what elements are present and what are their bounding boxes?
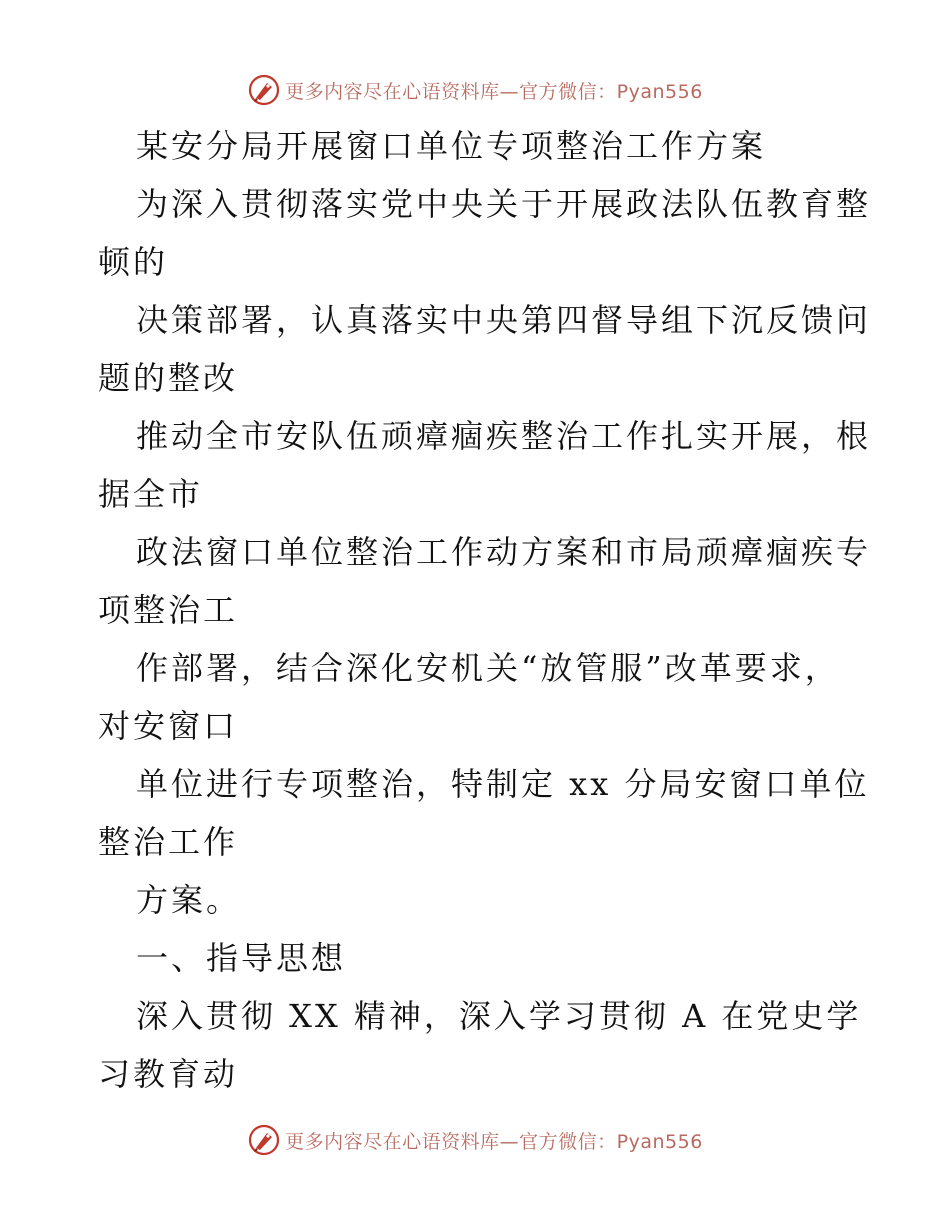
paragraph-line: 方案。	[136, 881, 242, 919]
document-title: 某安分局开展窗口单位专项整治工作方案	[136, 127, 767, 165]
paragraph-line: 单位进行专项整治，特制定 xx 分局安窗口单位	[136, 765, 870, 803]
paragraph-line: 整治工作	[98, 823, 239, 861]
header-watermark-banner	[0, 70, 950, 110]
paragraph-line: 政法窗口单位整治工作动方案和市局顽瘴痼疾专	[136, 533, 872, 571]
document-body	[98, 117, 872, 1103]
footer-watermark-banner	[0, 1120, 950, 1160]
section-heading: 一、指导思想	[136, 939, 347, 977]
paragraph-line: 习教育动	[98, 1055, 239, 1093]
paragraph-line: 项整治工	[98, 591, 239, 629]
paragraph-line: 为深入贯彻落实党中央关于开展政法队伍教育整	[136, 185, 872, 223]
paragraph-line: 深入贯彻 XX 精神，深入学习贯彻 A 在党史学	[136, 997, 862, 1035]
paragraph-line: 对安窗口	[98, 707, 239, 745]
pen-nib-logo-icon	[247, 1123, 281, 1157]
paragraph-line: 推动全市安队伍顽瘴痼疾整治工作扎实开展，根	[136, 417, 872, 455]
paragraph-line: 作部署，结合深化安机关“放管服”改革要求，	[136, 649, 840, 687]
paragraph-line: 顿的	[98, 243, 169, 281]
paragraph-line: 决策部署，认真落实中央第四督导组下沉反馈问	[136, 301, 872, 339]
paragraph-line: 据全市	[98, 475, 204, 513]
header-banner-text: 更多内容尽在心语资料库—官方微信：Pyan556	[285, 80, 703, 103]
paragraph-line: 题的整改	[98, 359, 239, 397]
pen-nib-logo-icon	[247, 73, 281, 107]
footer-banner-text: 更多内容尽在心语资料库—官方微信：Pyan556	[285, 1130, 703, 1153]
